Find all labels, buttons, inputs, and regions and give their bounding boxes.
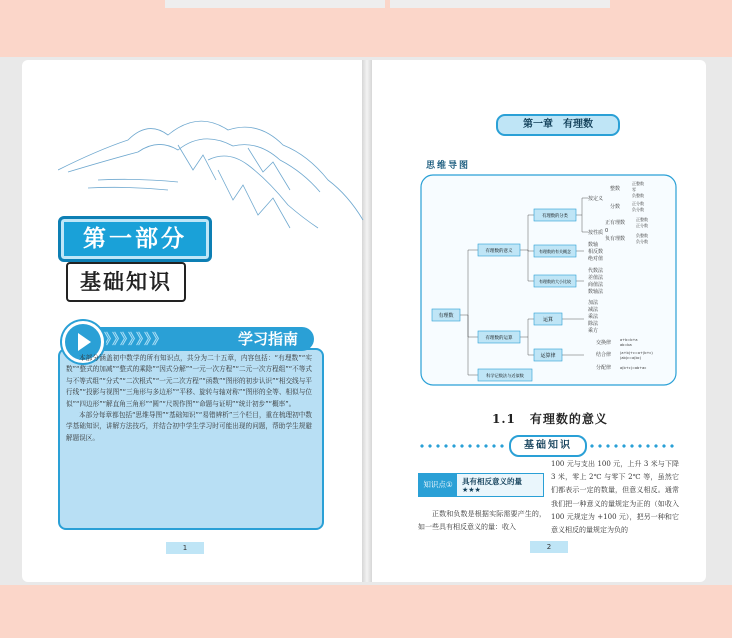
section-heading [492, 410, 682, 427]
mindmap-leaf: 加法 [588, 300, 599, 306]
mindmap-leaf: 整数 [610, 186, 621, 192]
study-guide-header [74, 327, 314, 351]
mindmap-leaf: 按性质 [588, 230, 604, 236]
part-title: 第一部分 [58, 216, 212, 262]
knowledge-point-box [418, 473, 544, 497]
body-text-left [418, 508, 546, 534]
mindmap-leaf: 交换律 [596, 340, 612, 346]
study-guide-text [66, 353, 312, 444]
mindmap-node: 运算律 [540, 353, 556, 359]
mindmap-node: 有理数的运算 [485, 336, 513, 341]
mindmap-leaf: 正整数 [632, 181, 644, 186]
difficulty-stars: ★★★ [462, 486, 481, 494]
section-number: 1.1 [492, 412, 516, 426]
mindmap-leaf: a+b=b+a [620, 338, 638, 342]
guide-paragraph: 本部分每章都包括“思维导图”“基础知识”“易错辨析”三个栏目，重在梳理初中数学基础知识，讲解方法技巧，并结合初中学生学习时可能出现的问题，帮助学生规避解题误区。 [66, 411, 312, 442]
mindmap-leaf: 正分数 [632, 201, 644, 206]
body-text-right: 100 元与支出 100 元，上升 3 米与下降 3 米，零上 2℃ 与零下 2℃ 等，虽然它们都表示一定的数量，但意义相反。通常我们把一种意义的量规定为正的（如收入 100 元规定为 +100 元），把另一种和它意义相反的量规定为负的 [551, 460, 679, 535]
mindmap-leaf: 乘法 [588, 314, 599, 320]
mindmap-leaf: 零 [632, 187, 636, 192]
mindmap-leaf: 除法 [588, 321, 599, 327]
mindmap-leaf: 正分数 [636, 223, 648, 228]
previous-spread-edge-right [390, 0, 610, 8]
mindmap-node: 有理数的大小比较 [539, 279, 571, 284]
basics-heading: 基础知识 [509, 435, 587, 457]
top-background [0, 0, 732, 57]
mindmap-node: 有理数的有关概念 [539, 249, 571, 254]
mindmap-leaf: 负分数 [636, 239, 648, 244]
mindmap-leaf: 代数法 [588, 268, 604, 274]
dotted-divider-right [588, 443, 678, 449]
chapter-title: 第一章 有理数 [496, 114, 620, 136]
study-guide-title: 学习指南 [237, 330, 298, 348]
mindmap-leaf: ab=ba [620, 343, 632, 347]
mindmap-leaf: 负有理数 [605, 236, 626, 242]
mindmap-leaf: 差值法 [588, 275, 604, 281]
mindmap-node: 有理数的分类 [542, 214, 568, 219]
page-number-right: 2 [530, 541, 568, 553]
mindmap-leaf: 0 [605, 228, 609, 234]
previous-spread-edge-left [165, 0, 385, 8]
mindmap-leaf: 乘方 [588, 328, 599, 334]
knowledge-point-tag: 知识点① [419, 474, 457, 496]
mindmap-leaf: 负整数 [632, 193, 644, 198]
mindmap-leaf: 数轴法 [588, 289, 604, 295]
mindmap-leaf: 正有理数 [605, 220, 626, 226]
body-paragraph: 正数和负数是根据实际需要产生的，如一些具有相反意义的量：收入 [418, 510, 546, 531]
part-subtitle: 基础知识 [66, 262, 186, 302]
mindmap-leaf: 正整数 [636, 217, 648, 222]
mindmap-leaf: 商值法 [588, 282, 604, 288]
mindmap-node: 科学记数法与近似数 [486, 373, 524, 378]
guide-paragraph: 本部分涵盖初中数学的所有知识点，共分为二十五章，内容包括：“有理数”“实数”“整式的加减”“整式的乘除”“因式分解”“一元一次方程”“二元一次方程组”“不等式与不等式组”“分式”“二次根式”“一元二次方程”“函数”“图形的初步认识”“相交线与平行线”“投影与视图”“三角形与多边形”“平移、旋转与轴对称”“图形的全等、相似与位似”“四边形”“解直角三角形”“圆”“尺规作图”“命题与证明”“统计初步”“概率”。 [66, 354, 312, 408]
mindmap-leaf: 负整数 [636, 233, 648, 238]
mindmap-leaf: 相反数 [588, 249, 604, 255]
mindmap-label: 思维导图 [426, 161, 471, 171]
dotted-divider-left [418, 443, 508, 449]
mindmap-leaf: 负分数 [632, 207, 644, 212]
mindmap-node: 运算 [542, 317, 554, 323]
section-title: 有理数的意义 [529, 412, 608, 426]
knowledge-point-title: 具有相反意义的量 [462, 477, 522, 486]
mind-map [420, 174, 677, 386]
mindmap-leaf: (a+b)+c=a+(b+c) [620, 351, 653, 355]
guide-arrows: 》》》》》》》 [104, 332, 167, 348]
page-number-left: 1 [166, 542, 204, 554]
mountain-illustration [58, 110, 368, 230]
mindmap-leaf: 结合律 [596, 352, 612, 358]
mindmap-leaf: 按定义 [588, 196, 604, 202]
mindmap-leaf: 分配律 [596, 365, 612, 371]
mindmap-node: 有理数的意义 [485, 249, 513, 254]
mindmap-leaf: 数轴 [588, 242, 599, 248]
mindmap-leaf: 减法 [588, 307, 599, 313]
mindmap-root: 有理数 [438, 313, 454, 319]
mindmap-leaf: 分数 [610, 204, 621, 210]
mindmap-leaf: (ab)c=a(bc) [620, 356, 641, 360]
bottom-background [0, 585, 732, 638]
mindmap-leaf: 绝对值 [588, 256, 604, 262]
mindmap-leaf: a(b+c)=ab+ac [620, 366, 647, 370]
